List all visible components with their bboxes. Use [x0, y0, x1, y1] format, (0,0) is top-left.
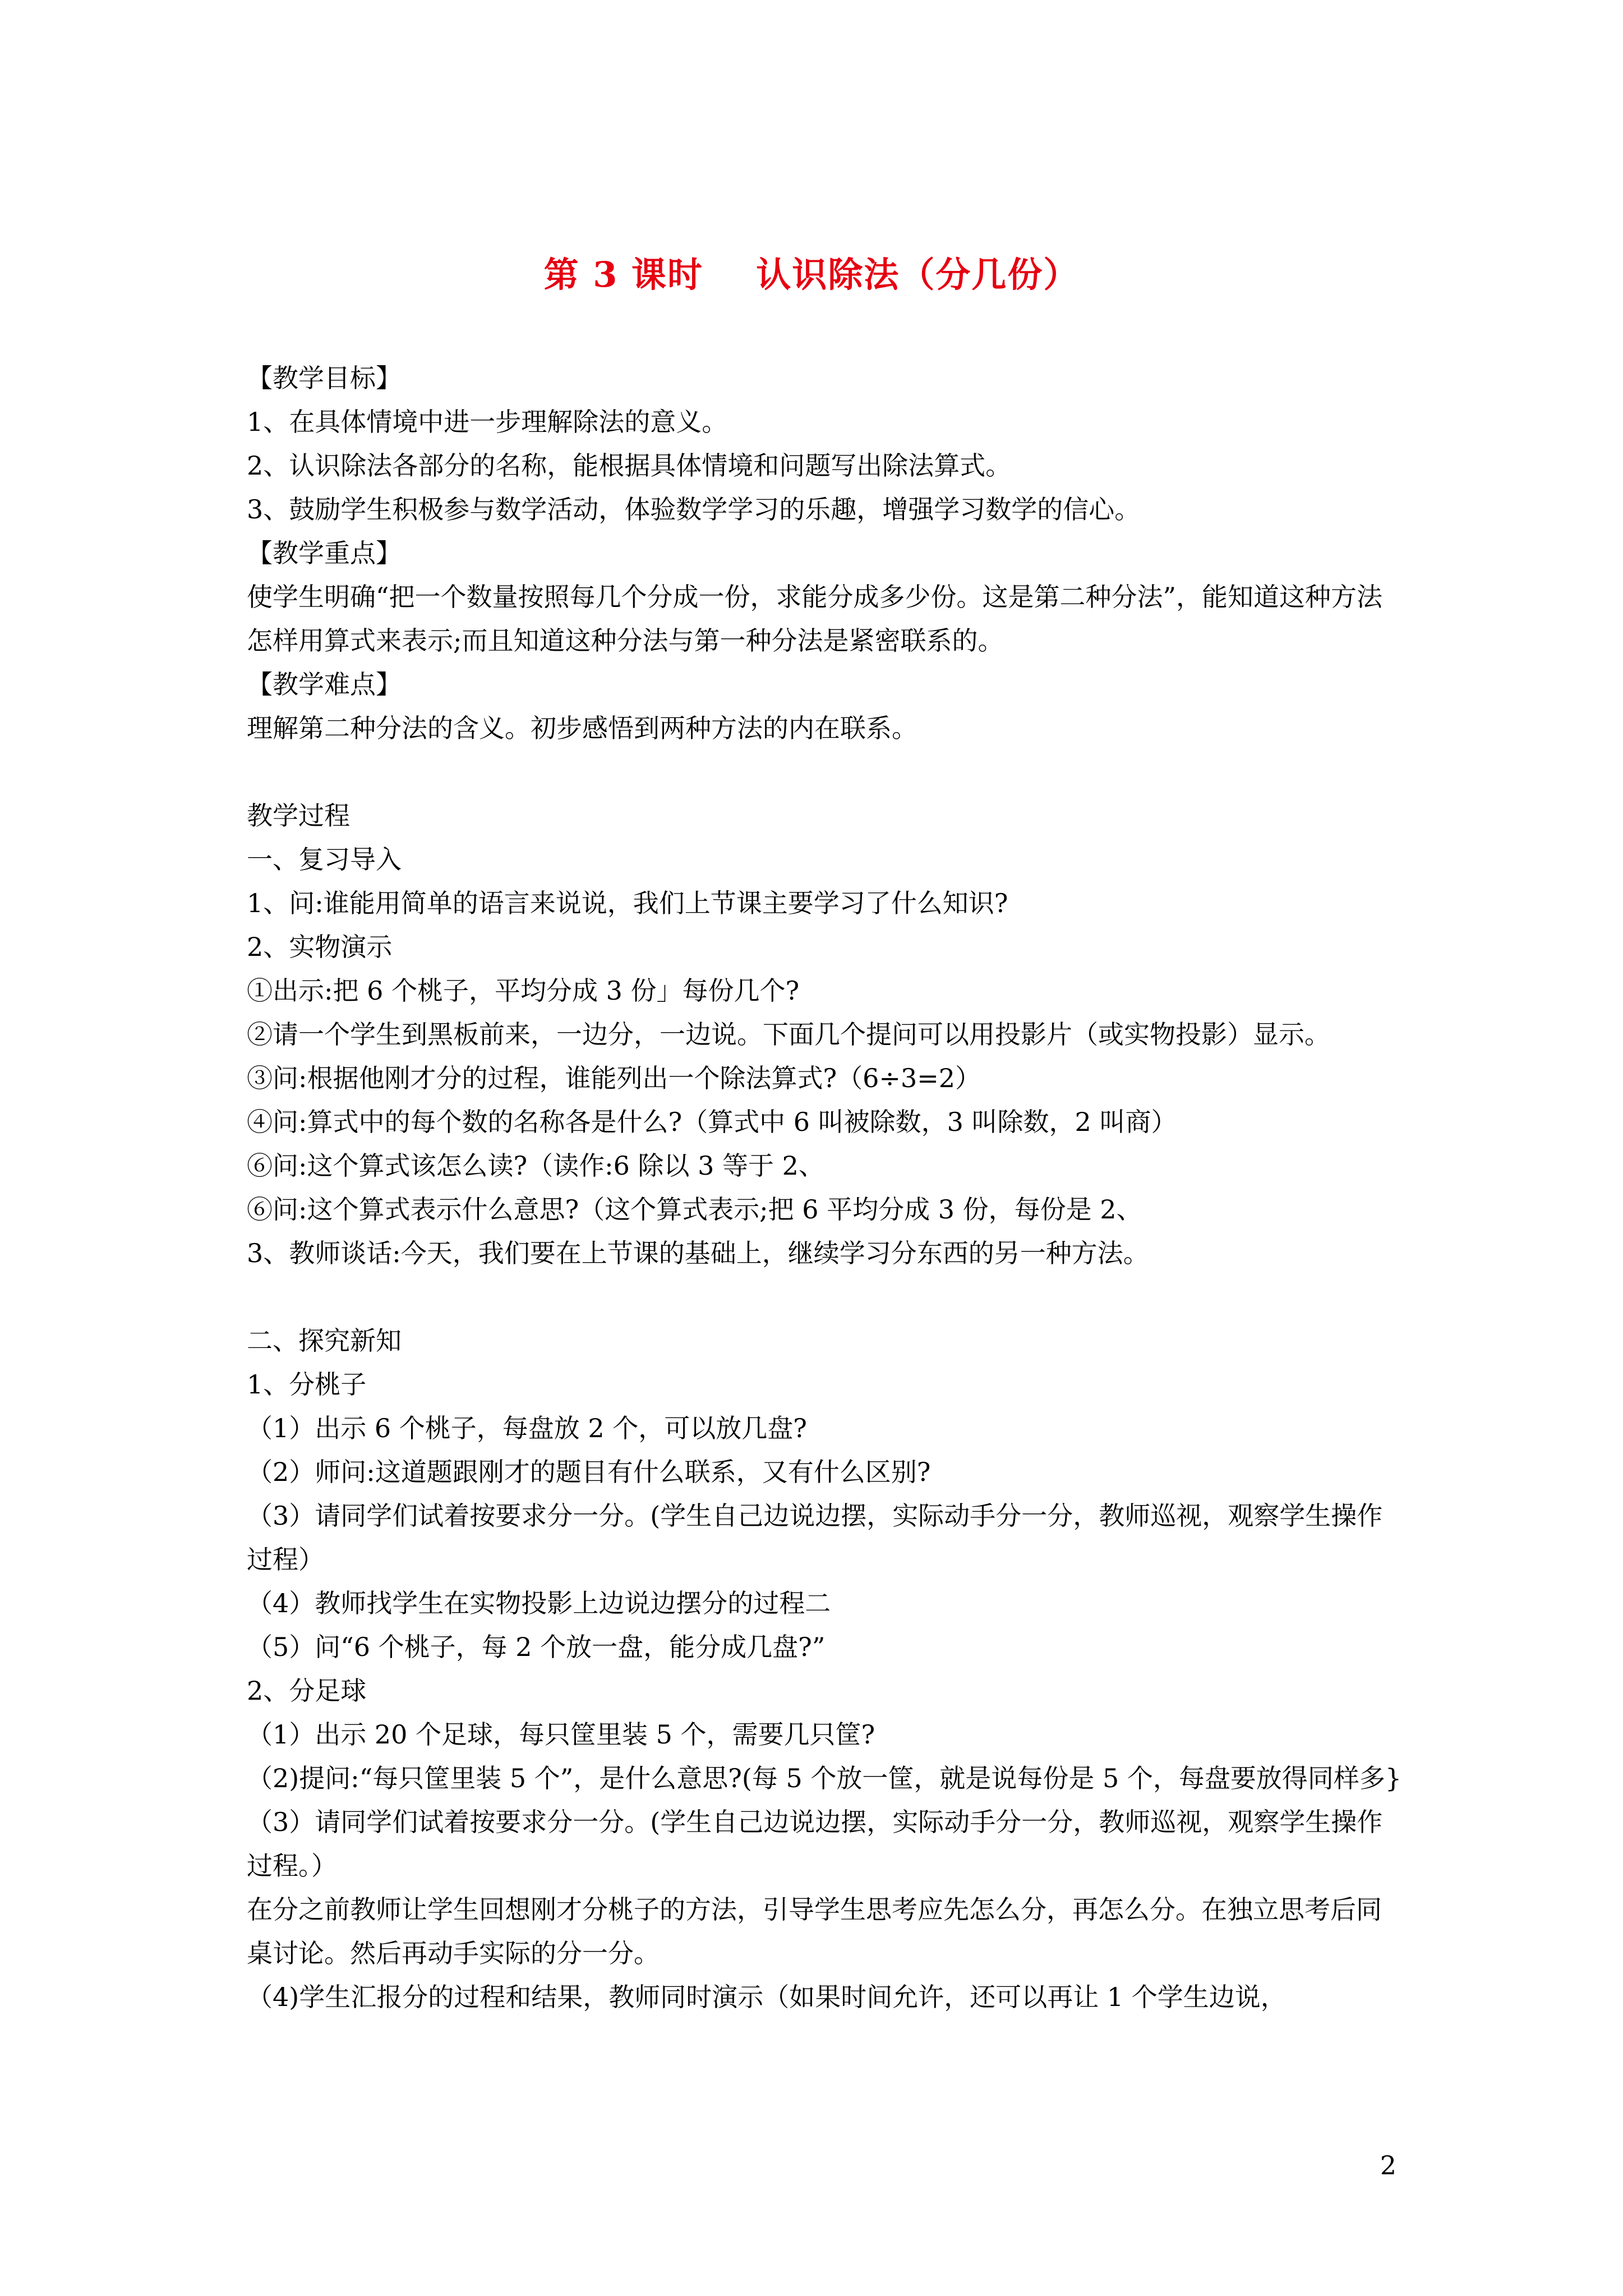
demo-step-4: ④问:算式中的每个数的名称各是什么?（算式中 6 叫被除数，3 叫除数，2 叫商）	[247, 1107, 1177, 1137]
paragraph-gap	[247, 1275, 1402, 1319]
peaches-step-2: （2）师问:这道题跟刚才的题目有什么联系，又有什么区别?	[247, 1457, 931, 1487]
demo-step-2: ②请一个学生到黑板前来，一边分，一边说。下面几个提问可以用投影片（或实物投影）显示。	[247, 1019, 1330, 1050]
football-guidance: 在分之前教师让学生回想刚才分桃子的方法，引导学生思考应先怎么分，再怎么分。在独立思考后同桌讨论。然后再动手实际的分一分。	[247, 1894, 1382, 1968]
part-one-heading: 一、复习导入	[247, 844, 402, 875]
part-two-heading: 二、探究新知	[247, 1326, 402, 1356]
section-heading-objectives: 【教学目标】	[247, 363, 402, 393]
section-heading-difficulties: 【教学难点】	[247, 669, 402, 700]
document-body	[247, 356, 1402, 2019]
football-step-3: （3）请同学们试着按要求分一分。(学生自己边说边摆，实际动手分一分，教师巡视，观察学生操作过程。）	[247, 1807, 1383, 1881]
lesson-title: 第 3 课时 认识除法（分几份）	[543, 254, 1080, 295]
peaches-step-5: （5）问“6 个桃子，每 2 个放一盘，能分成几盘?”	[247, 1632, 826, 1662]
section-heading-key-points: 【教学重点】	[247, 538, 402, 568]
football-step-4: （4)学生汇报分的过程和结果，教师同时演示（如果时间允许，还可以再让 1 个学生边说，	[247, 1982, 1287, 2012]
objective-3: 3、鼓励学生积极参与数学活动，体验数学学习的乐趣，增强学习数学的信心。	[247, 494, 1141, 524]
football-step-2: （2)提问:“每只筐里装 5 个”，是什么意思?(每 5 个放一筐，就是说每份是 5 个，每盘要放得同样多}	[247, 1763, 1402, 1793]
football-step-1: （1）出示 20 个足球，每只筐里装 5 个，需要几只筐?	[247, 1719, 875, 1750]
demo-heading: 2、实物演示	[247, 932, 393, 962]
demo-step-6: ⑥问:这个算式表示什么意思?（这个算式表示;把 6 平均分成 3 份，每份是 2、	[247, 1194, 1142, 1225]
demo-step-5: ⑥问:这个算式该怎么读?（读作:6 除以 3 等于 2、	[247, 1151, 824, 1181]
page-number: 2	[1380, 2150, 1396, 2180]
peaches-heading: 1、分桃子	[247, 1369, 367, 1400]
peaches-step-1: （1）出示 6 个桃子，每盘放 2 个，可以放几盘?	[247, 1413, 807, 1443]
paragraph-gap	[247, 750, 1402, 794]
teacher-talk: 3、教师谈话:今天，我们要在上节课的基础上，继续学习分东西的另一种方法。	[247, 1238, 1149, 1268]
peaches-step-4: （4）教师找学生在实物投影上边说边摆分的过程二	[247, 1588, 831, 1618]
objective-1: 1、在具体情境中进一步理解除法的意义。	[247, 407, 728, 437]
key-points-paragraph: 使学生明确“把一个数量按照每几个分成一份，求能分成多少份。这是第二种分法”，能知道这种方法怎样用算式来表示;而且知道这种分法与第一种分法是紧密联系的。	[247, 582, 1383, 656]
review-question-1: 1、问:谁能用简单的语言来说说，我们上节课主要学习了什么知识?	[247, 888, 1008, 918]
demo-step-1: ①出示:把 6 个桃子，平均分成 3 份」每份几个?	[247, 976, 800, 1006]
objective-2: 2、认识除法各部分的名称，能根据具体情境和问题写出除法算式。	[247, 450, 1012, 481]
peaches-step-3: （3）请同学们试着按要求分一分。(学生自己边说边摆，实际动手分一分，教师巡视，观察学生操作过程）	[247, 1501, 1383, 1575]
teaching-process-heading: 教学过程	[247, 800, 350, 831]
difficulties-paragraph: 理解第二种分法的含义。初步感悟到两种方法的内在联系。	[247, 713, 917, 743]
football-heading: 2、分足球	[247, 1676, 367, 1706]
demo-step-3: ③问:根据他刚才分的过程，谁能列出一个除法算式?（6÷3=2）	[247, 1063, 981, 1093]
